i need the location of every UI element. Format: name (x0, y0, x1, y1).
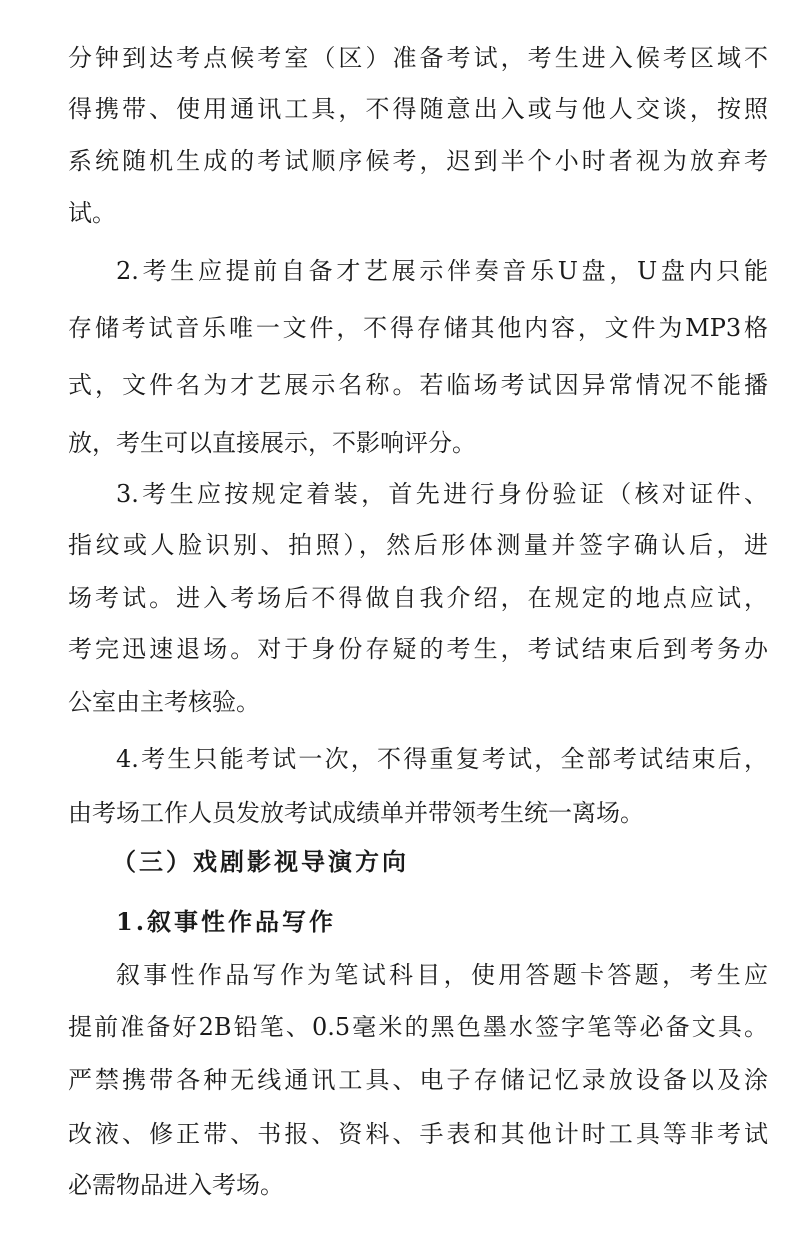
paragraph-line: 分钟到达考点候考室（区）准备考试，考生进入候考区域不 (68, 44, 768, 72)
paragraph-line: 改液、修正带、书报、资料、手表和其他计时工具等非考试 (68, 1120, 768, 1148)
paragraph-line: 存储考试音乐唯一文件，不得存储其他内容，文件为MP3格 (68, 314, 768, 342)
subsection-heading: 1.叙事性作品写作 (116, 907, 337, 936)
paragraph-line: 得携带、使用通讯工具，不得随意出入或与他人交谈，按照 (68, 95, 768, 123)
paragraph-line: 公室由主考核验。 (68, 688, 260, 716)
paragraph-line: 场考试。进入考场后不得做自我介绍，在规定的地点应试， (68, 584, 768, 612)
paragraph-line: 叙事性作品写作为笔试科目，使用答题卡答题，考生应 (116, 961, 768, 989)
paragraph-line: 2.考生应提前自备才艺展示伴奏音乐U盘，U盘内只能 (116, 257, 768, 285)
section-heading: （三）戏剧影视导演方向 (112, 847, 409, 876)
paragraph-line: 考完迅速退场。对于身份存疑的考生，考试结束后到考务办 (68, 635, 768, 663)
paragraph-line: 放，考生可以直接展示，不影响评分。 (68, 429, 476, 457)
paragraph-line: 3.考生应按规定着装，首先进行身份验证（核对证件、 (116, 480, 768, 508)
paragraph-line: 系统随机生成的考试顺序候考，迟到半个小时者视为放弃考 (68, 147, 768, 175)
paragraph-line: 提前准备好2B铅笔、0.5毫米的黑色墨水签字笔等必备文具。 (68, 1013, 768, 1041)
paragraph-line: 试。 (68, 199, 116, 227)
paragraph-line: 严禁携带各种无线通讯工具、电子存储记忆录放设备以及涂 (68, 1066, 768, 1094)
paragraph-line: 指纹或人脸识别、拍照），然后形体测量并签字确认后，进 (68, 531, 768, 559)
paragraph-line: 由考场工作人员发放考试成绩单并带领考生统一离场。 (68, 799, 644, 827)
paragraph-line: 必需物品进入考场。 (68, 1171, 284, 1199)
paragraph-line: 4.考生只能考试一次，不得重复考试，全部考试结束后， (116, 745, 768, 773)
paragraph-line: 式，文件名为才艺展示名称。若临场考试因异常情况不能播 (68, 371, 768, 399)
